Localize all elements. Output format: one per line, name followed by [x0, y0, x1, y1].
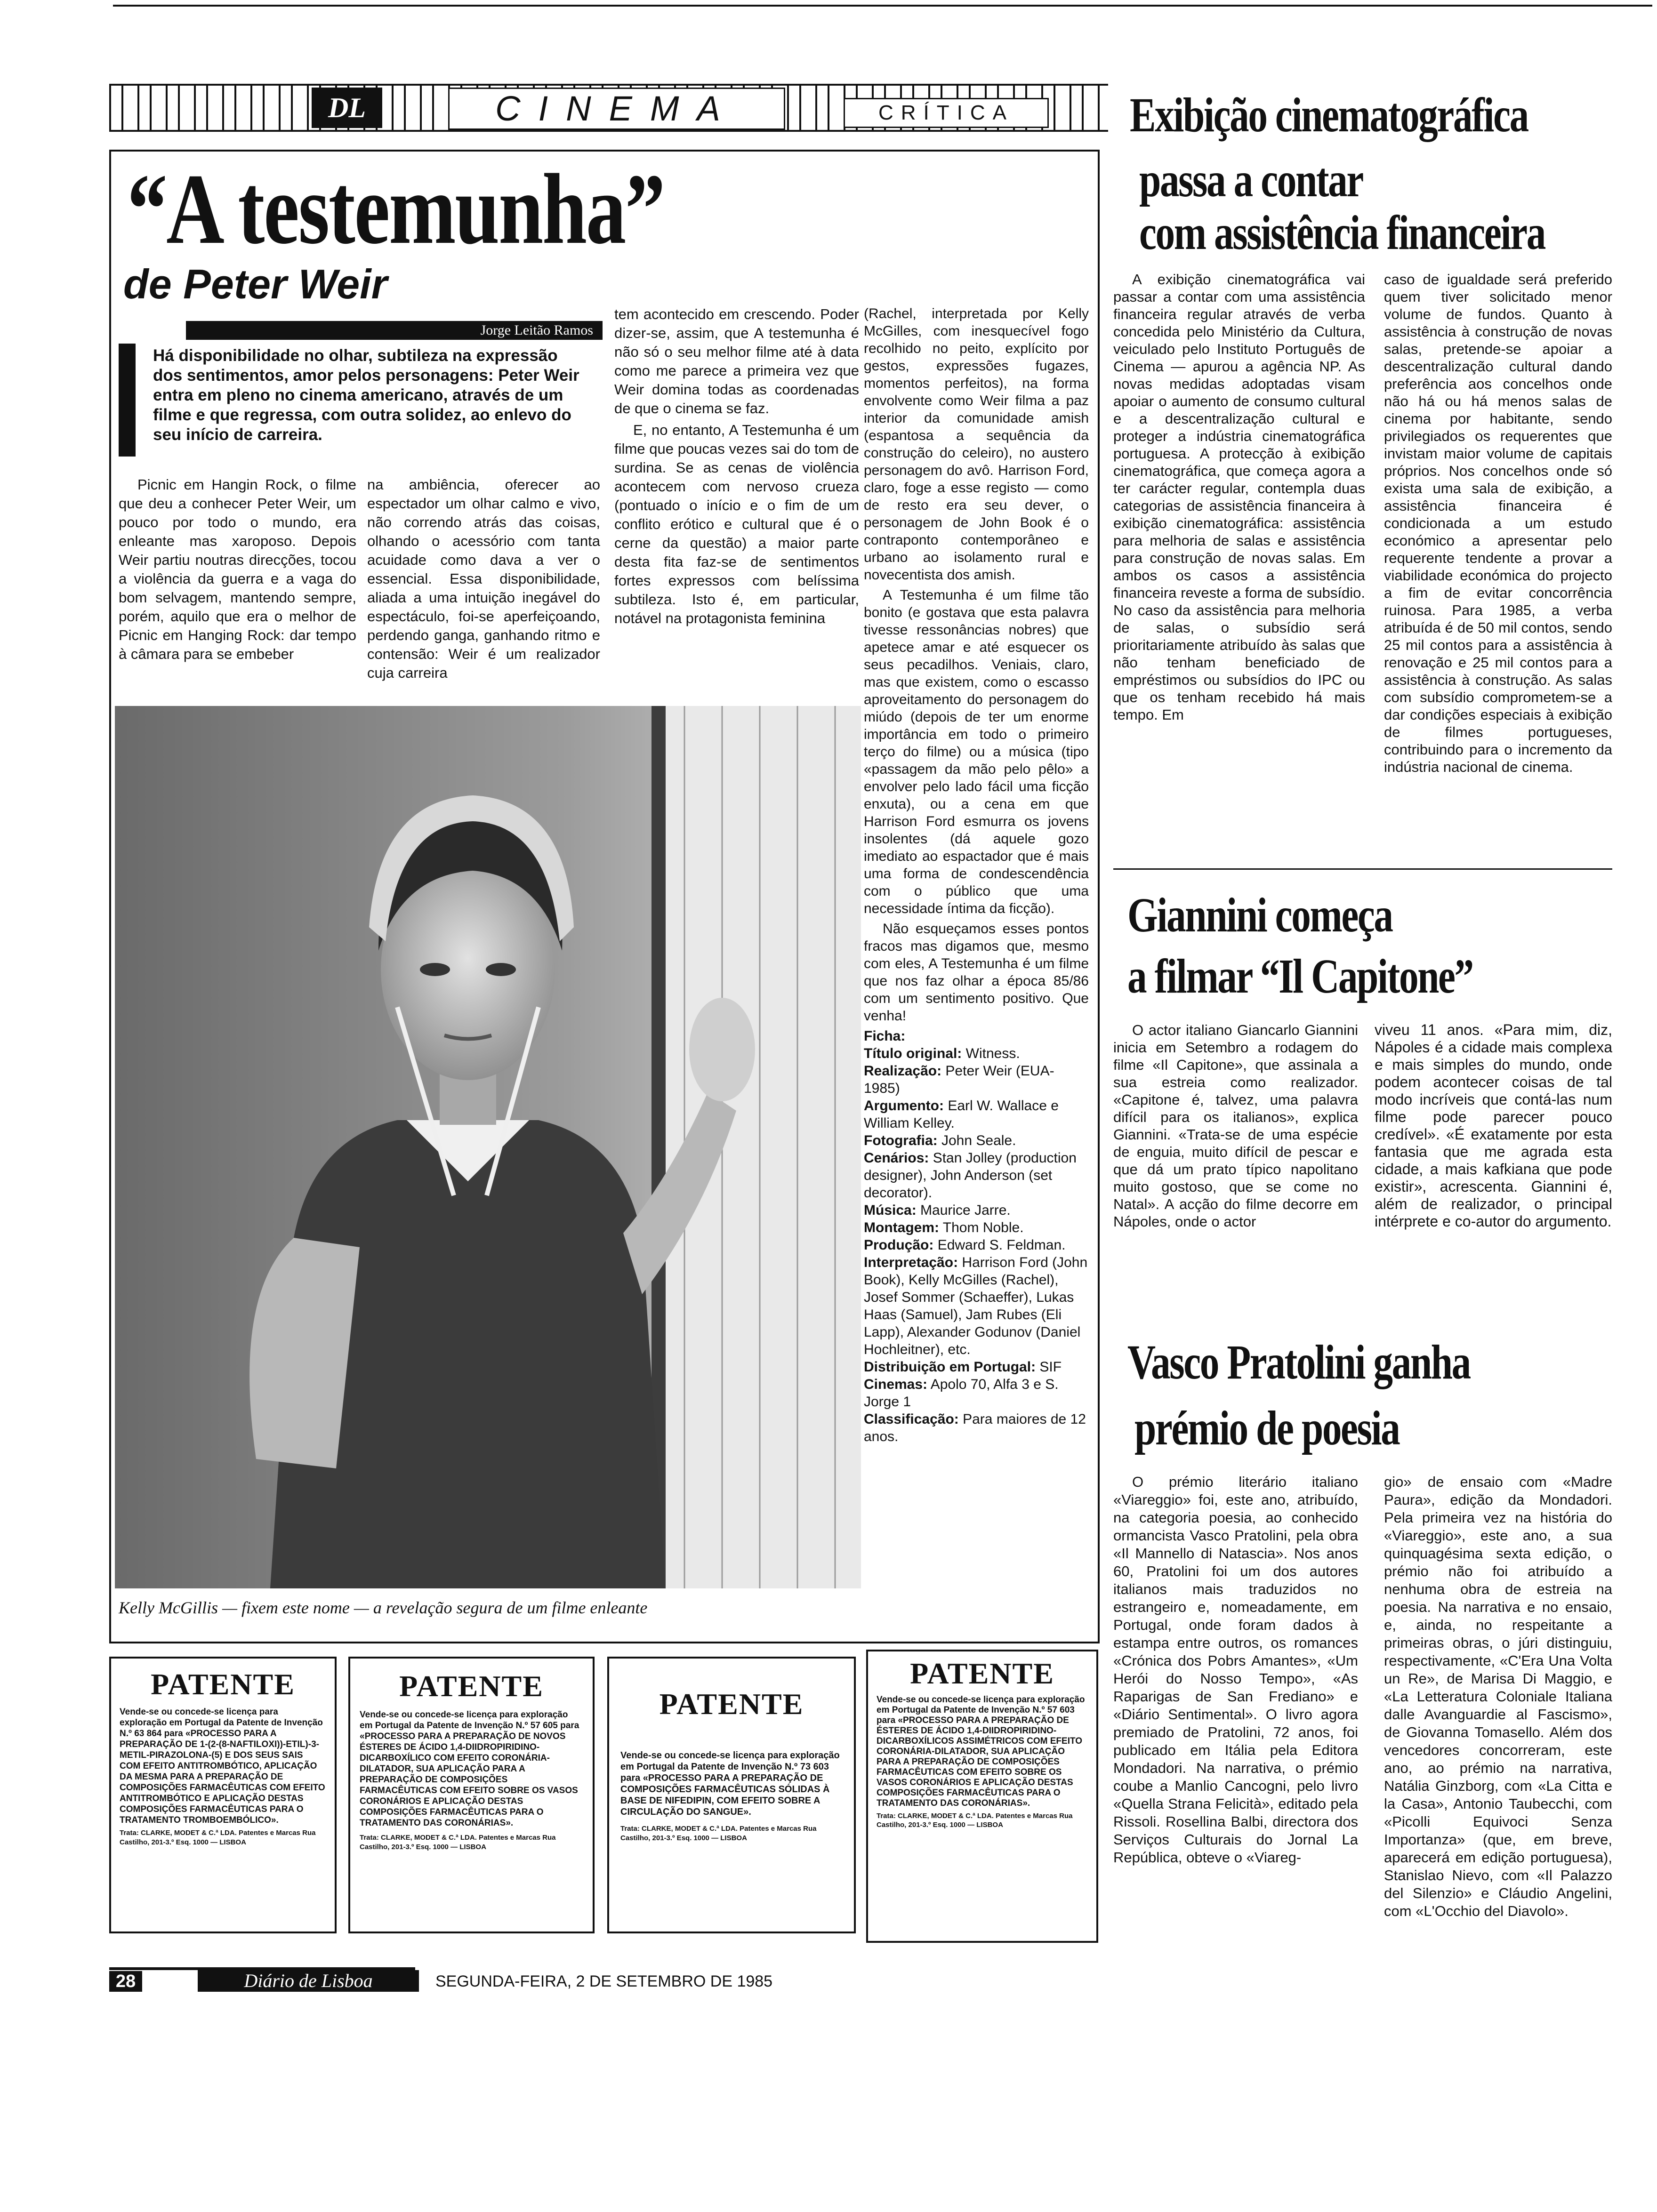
ficha-item: Cinemas: Apolo 70, Alfa 3 e S. Jorge 1	[864, 1377, 1059, 1410]
top-rule	[113, 5, 1652, 7]
byline: Jorge Leitão Ramos	[186, 321, 603, 340]
section-banner	[109, 84, 1108, 132]
patent-ad-2-title: PATENTE	[399, 1669, 544, 1703]
side1-title-line1: Exibição cinematográfica	[1130, 88, 1528, 142]
review-col-3-p1: tem acontecido em crescendo. Poder dizer-se, assim, que A testemunha é não só o seu melhor filme até à data como me parece a primeira vez que Weir domina todas as coordenadas de que o cinema se faz.	[614, 306, 859, 417]
patent-ad-4	[866, 1650, 1098, 1943]
section-tag: CRÍTICA	[844, 98, 1049, 128]
side3-col-b-text: gio» de ensaio com «Madre Paura», edição da Mondadori. Pela primeira vez na história do «Viareggio», este ano, a sua quinquagésima sexta edição, o prémio não foi atribuído a nenhuma obra de estreia na poesia. Na narrativa e no ensaio, e, ainda, no respeitante a primeiras obras, o júri distinguiu, respectivamente, «C'Era Una Volta un Re», de Marisa Di Maggio, e «La Letteratura Coloniale Italiana dalle Avanguardie al Fascismo», de Giovanna Tomasello. Além dos vencedores concorreram, este ano, ao prémio na narrativa, Natália Ginzborg, com «La Citta e la Casa», Antonio Taubecchi, com «Picolli Equivoci Senza Importanza» (que, em breve, aparecerá em edição portuguesa), Stanislao Nievo, com «Il Palazzo del Silenzio» e Cláudio Angelini, com «L'Occhio del Diavolo».	[1384, 1474, 1612, 1919]
ficha-item: Classificação: Para maiores de 12 anos.	[864, 1411, 1086, 1444]
side-divider	[1113, 868, 1612, 870]
review-col-4-p1: (Rachel, interpretada por Kelly McGilles, com inesquecível fogo recolhido no peito, explícito por gestos, expressões fugazes, momentos perfeitos), na forma envolvente como Weir filma a paz interior da comunidade amish (espantosa a sequência da construção do celeiro), no austero personagem do avô. Harrison Ford, claro, foge a esse registo — como de resto era seu dever, o personagem de John Book é o contraponto contemporâneo e urbano ao isolamento rural e novecentista dos amish.	[864, 306, 1089, 583]
ficha-item: Distribuição em Portugal: SIF	[864, 1359, 1062, 1375]
ficha-item: Fotografia: John Seale.	[864, 1133, 1016, 1148]
review-col-4-p2: A Testemunha é um filme tão bonito (e gostava que esta palavra tivesse ressonâncias nobres) que apetece amar e até esquecer os seus pecadilhos. Veniais, claro, mas que existem, como o escasso aproveitamento do personagem do miúdo (depois de ter um enorme importância em todo o primeiro terço do filme) ou a música (tipo «passagem da mão pelo pêlo» a envolver pelo lado fácil uma ficção enxuta), ou a cena em que Harrison Ford esmurra os jovens insolentes (dá aquele gozo imediato ao espactador que é mais uma forma de condescendência com o público que uma necessidade íntima da ficção).	[864, 587, 1089, 916]
review-col-1	[119, 475, 356, 666]
side1-col-a	[1113, 271, 1365, 726]
side3-col-a-text: O prémio literário italiano «Viareggio» foi, este ano, atribuído, na categoria poesia, ao conhecido ormancista Vasco Pratolini, pela obra «Il Mannello di Natascia». Nos anos 60, Pratolini foi um dos autores italianos mais traduzidos no estrangeiro e, nomeadamente, em Portugal, onde foram dados à estampa entre outros, os romances «Crónica dos Pobrs Amantes», «Um Herói do Nosso Tempo», «As Raparigas de San Frediano» e «Diário Sentimental». O livro agora premiado de Pratolini, 72 anos, foi publicado em Itália pela Editora Mondadori. Na narrativa, o prémio coube a Manlio Cancogni, pelo livro «Quella Strana Felicità», editado pela Rissoli. Rosellina Balbi, directora dos Serviços Culturais do Jornal La República, obteve o «Viareg-	[1113, 1474, 1358, 1866]
patent-ad-4-contact: Trata: CLARKE, MODET & C.ª LDA. Patentes e Marcas Rua Castilho, 201-3.º Esq. 1000 — LISBOA	[877, 1812, 1073, 1829]
review-col-3-p2: E, no entanto, A Testemunha é um filme que poucas vezes sai do tom de surdina. Se as cenas de violência acontecem com nervoso crueza (pontuado o início e o fim de um conflito erótico e cultural que é o cerne da questão) a maior parte desta fita faz-se de sentimentos fortes expressos com belíssima subtileza. Isto é, em particular, notável na protagonista feminina	[614, 422, 859, 626]
ficha-item: Montagem: Thom Noble.	[864, 1220, 1024, 1235]
patent-ad-1-title: PATENTE	[151, 1667, 295, 1701]
side1-col-a-text: A exibição cinematográfica vai passar a contar com uma assistência financeira regular através de verba concedida pelo Ministério da Cultura, veiculado pelo Instituto Português de Cinema — apurou a agência NP. As novas medidas adoptadas visam apoiar o aumento de consumo cultural e a descentralização cultural e proteger a indústria cinematográfica portuguesa. A protecção à exibição cinematográfica, que começa agora a ter carácter regular, contempla duas categorias de assistência financeira à exibição cinematográfica: assistência para melhoria de salas e assistência para construção de novas salas. Em ambos os casos a assistência financeira reveste a forma de subsídio. No caso da assistência para melhoria de salas, o subsídio será prioritariamente atribuído às salas que não tenham beneficiado de empréstimos ou subsídios do IPC ou que os tenham recebido há mais tempo. Em	[1113, 271, 1365, 723]
ficha-item: Produção: Edward S. Feldman.	[864, 1237, 1066, 1253]
review-col-4-p3: Não esqueçamos esses pontos fracos mas digamos que, mesmo com eles, A Testemunha é um filme que nos faz olhar a época 85/86 com um sentimento positivo. Que venha!	[864, 921, 1089, 1024]
lead-bar	[119, 344, 136, 457]
patent-ad-2	[348, 1657, 595, 1933]
side1-col-b	[1384, 271, 1612, 778]
ficha-list	[864, 1027, 1089, 1445]
side2-col-b	[1375, 1021, 1612, 1233]
patent-ad-3-body: Vende-se ou concede-se licença para exploração em Portugal da Patente de Invenção N.º 73 603 para «PROCESSO PARA A PREPARAÇÃO DE COMPOSIÇÕES FARMACÊUTICAS SÓLIDAS À BASE DE NIFEDIPIN, COM EFEITO SOBRE A CIRCULAÇÃO DO SANGUE».	[620, 1750, 840, 1817]
patent-ad-1-body: Vende-se ou concede-se licença para exploração em Portugal da Patente de Invenção N.º 63 864 para «PROCESSO PARA A PREPARAÇÃO DE 1-(2-(8-NAFTILOXI))-ETIL)-3-METIL-PIRAZOLONA-(5) E DOS SEUS SAIS COM EFEITO ANTITROMBÓTICO, APLICAÇÃO DA MESMA PARA A PREPARAÇÃO DE COMPOSIÇÕES FARMACÊUTICAS COM EFEITO ANTITROMBÓTICO E APLICAÇÃO DESTAS COMPOSIÇÕES FARMACÊUTICAS PARA O TRATAMENTO TROMBOEMBÓLICO».	[120, 1707, 325, 1825]
film-still-illustration	[115, 706, 861, 1588]
side2-title-line2: a filmar “Il Capitone”	[1127, 949, 1473, 1003]
section-logo: DL	[312, 88, 382, 128]
ficha-item: Título original: Witness.	[864, 1046, 1020, 1061]
side1-title-line3: com assistência financeira	[1139, 206, 1545, 260]
ficha-item: Interpretação: Harrison Ford (John Book), Kelly McGilles (Rachel), Josef Sommer (Schaeffer), Lukas Haas (Samuel), Jam Rubes (Eli Lapp), Alexander Godunov (Daniel Hochleitner), etc.	[864, 1255, 1088, 1357]
review-col-2-text: na ambiência, oferecer ao espectador um olhar calmo e vivo, não correndo atrás das coisas, olhando o acessório com tanta acuidade como dava a ver o essencial. Essa disponibilidade, aliada a uma intuição inegável do espectáculo, foi-se aperfeiçoando, perdendo ganga, ganhando ritmo e contensão: Weir é um realizador cuja carreira	[367, 476, 600, 681]
patent-ad-2-contact: Trata: CLARKE, MODET & C.ª LDA. Patentes e Marcas Rua Castilho, 201-3.º Esq. 1000 — LISBOA	[360, 1834, 556, 1851]
ficha-item: Música: Maurice Jarre.	[864, 1202, 1011, 1218]
patent-ad-3	[607, 1657, 856, 1933]
review-title: “A testemunha”	[127, 153, 665, 265]
side2-col-a-text: O actor italiano Giancarlo Giannini inicia em Setembro a rodagem do filme «Il Capitone», que assinala a sua estreia como realizador. «Capitone é, talvez, uma palavra difícil para os italianos», explica Giannini. «Trata-se de uma espécie de enguia, muito difícil de pescar e que dá um prato típico napolitano muito gostoso, que se come no Natal». A acção do filme decorre em Nápoles, onde o actor	[1113, 1022, 1358, 1230]
photo-caption: Kelly McGillis — fixem este nome — a revelação segura de um filme enleante	[119, 1598, 648, 1617]
side3-title-line1: Vasco Pratolini ganha	[1127, 1335, 1470, 1389]
ficha-item: Ficha:	[864, 1028, 906, 1044]
section-name: CINEMA	[448, 88, 785, 130]
review-col-3	[614, 305, 859, 631]
patent-ad-1	[109, 1657, 337, 1933]
side1-title-line2: passa a contar	[1139, 153, 1363, 207]
patent-ad-1-contact: Trata: CLARKE, MODET & C.ª LDA. Patentes e Marcas Rua Castilho, 201-3.º Esq. 1000 — LISBOA	[120, 1829, 316, 1846]
side2-title-line1: Giannini começa	[1127, 888, 1392, 942]
review-col-4	[864, 305, 1089, 1445]
ficha-item: Cenários: Stan Jolley (production designer), John Anderson (set decorator).	[864, 1150, 1077, 1201]
ficha-item: Realização: Peter Weir (EUA-1985)	[864, 1063, 1054, 1096]
side3-title-line2: prémio de poesia	[1134, 1401, 1400, 1455]
side3-col-b	[1384, 1473, 1612, 1923]
review-subtitle: de Peter Weir	[123, 261, 387, 307]
side2-col-b-text: viveu 11 anos. «Para mim, diz, Nápoles é a cidade mais complexa e mais simples do mundo, onde podem acontecer coisas de tal modo incríveis que contá-las num filme pode parecer pouco credível». «É exatamente por esta fantasia que me agrada esta cidade, a mais kafkiana que pode existir», acrescenta. Giannini é, além de realizador, o principal intérprete e co-autor do argumento.	[1375, 1021, 1612, 1230]
side3-col-a	[1113, 1473, 1358, 1869]
ficha-item: Argumento: Earl W. Wallace e William Kelley.	[864, 1098, 1059, 1131]
patent-ad-3-contact: Trata: CLARKE, MODET & C.ª LDA. Patentes e Marcas Rua Castilho, 201-3.º Esq. 1000 — LISBOA	[620, 1825, 817, 1842]
lead-paragraph: Há disponibilidade no olhar, subtileza na expressão dos sentimentos, amor pelos personagens: Peter Weir entra em pleno no cinema americano, através de um filme e que regressa, com outra solidez, ao enlevo do seu início de carreira.	[153, 346, 579, 444]
review-col-1-text: Picnic em Hangin Rock, o filme que deu a conhecer Peter Weir, um pouco por todo o mundo, era enleante mas xaroposo. Depois Weir partiu noutras direcções, tocou a violência da guerra e a vaga do bom selvagem, mantendo sempre, porém, aquilo que era o melhor de Picnic em Hanging Rock: dar tempo à câmara para se embeber	[119, 476, 356, 662]
patent-ad-3-title: PATENTE	[659, 1687, 804, 1721]
paper-name: Diário de Lisboa	[198, 1970, 419, 1992]
side1-col-b-text: caso de igualdade será preferido quem tiver solicitado menor volume de fundos. Quanto à assistência à construção de novas salas, pretende-se apoiar a descentralização cultural dando preferência aos concelhos onde não há ou há menos salas de cinema por habitante, sendo privilegiados os requerentes que invistam maior volume de capitais próprios. Nos concelhos onde só exista uma sala de exibição, a assistência financeira é condicionada a um estudo económico a apresentar pelo requerente tendente a provar a viabilidade económica do projecto a fim de evitar concorrência ruinosa. Para 1985, a verba atribuída é de 50 mil contos, sendo 25 mil contos para a assistência à renovação e 25 mil contos para a assistência à construção. As salas com subsídio comprometem-se a dar condições especiais à exibição de filmes portugueses, contribuindo para o incremento da indústria nacional de cinema.	[1384, 271, 1612, 775]
patent-ad-4-title: PATENTE	[910, 1657, 1054, 1690]
footer-date: SEGUNDA-FEIRA, 2 DE SETEMBRO DE 1985	[435, 1972, 773, 1990]
patent-ad-4-body: Vende-se ou concede-se licença para exploração em Portugal da Patente de Invenção N.º 57 603 para «PROCESSO PARA A PREPARAÇÃO DE ÉSTERES DE ÁCIDO 1,4-DIIDROPIRIDINO-DICARBOXÍLICOS ASSIMÉTRICOS COM EFEITO CORONÁRIA-DILATADOR, SUA APLICAÇÃO PARA A PREPARAÇÃO DE COMPOSIÇÕES FARMACÊUTICAS COM EFEITO SOBRE OS VASOS CORONÁRIOS E APLICAÇÃO DESTAS COMPOSIÇÕES FARMACÊUTICAS PARA O TRATAMENTO DAS CORONÁRIAS».	[877, 1695, 1085, 1808]
side2-col-a	[1113, 1021, 1358, 1233]
review-col-2	[367, 475, 600, 685]
page-number: 28	[109, 1971, 142, 1992]
patent-ad-2-body: Vende-se ou concede-se licença para exploração em Portugal da Patente de Invenção N.º 57 605 para «PROCESSO PARA A PREPARAÇÃO DE NOVOS ÉSTERES DE ÁCIDO 1,4-DIIDROPIRIDINO-DICARBOXÍLICO COM EFEITO CORONÁRIA-DILATADOR, SUA APLICAÇÃO PARA A PREPARAÇÃO DE COMPOSIÇÕES FARMACÊUTICAS COM EFEITO SOBRE OS VASOS CORONÁRIOS E APLICAÇÃO DESTAS COMPOSIÇÕES FARMACÊUTICAS PARA O TRATAMENTO DAS CORONÁRIAS».	[360, 1710, 579, 1828]
film-still-photo	[115, 706, 861, 1588]
